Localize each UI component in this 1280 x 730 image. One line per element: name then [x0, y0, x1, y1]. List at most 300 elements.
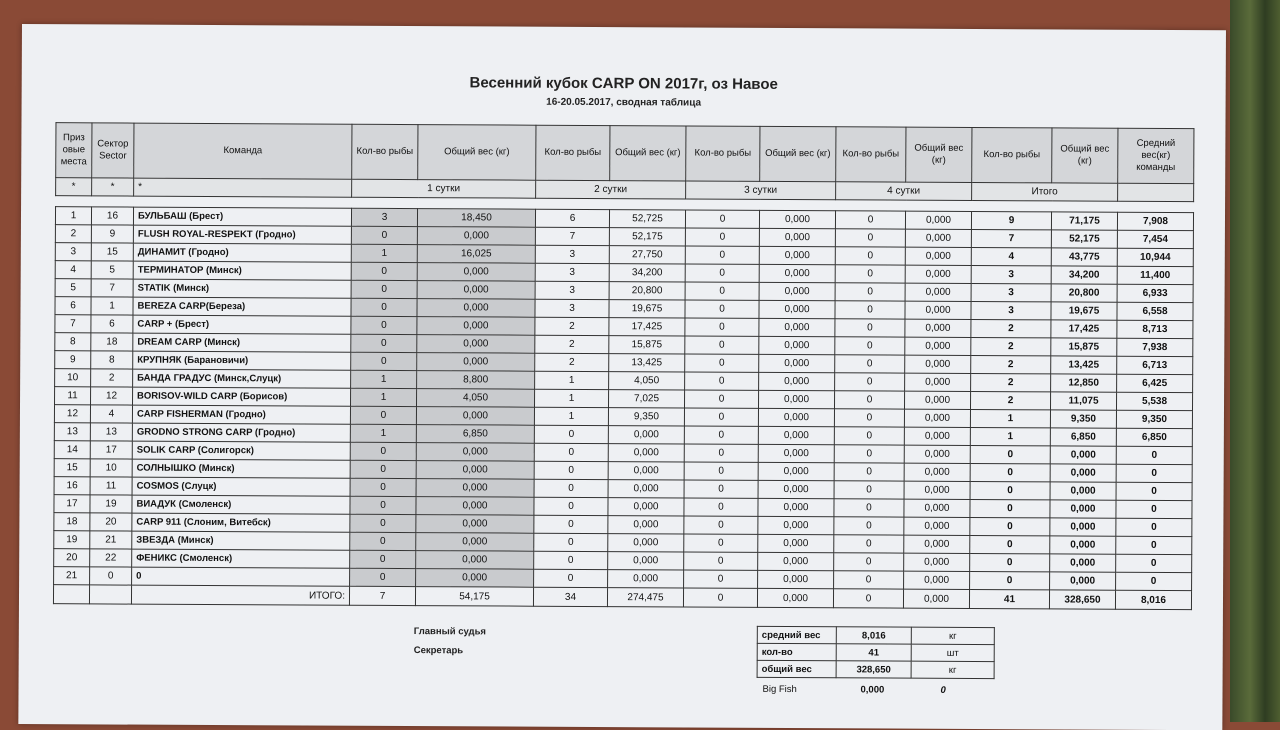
count-day3: 0 [685, 318, 759, 336]
count-day3: 0 [684, 534, 758, 552]
weight-day4: 0,000 [904, 553, 970, 571]
count-day2: 1 [535, 389, 609, 407]
empty-cell [53, 585, 89, 604]
results-table [53, 122, 1195, 610]
count-day4: 0 [835, 247, 905, 265]
count-day4: 0 [835, 211, 905, 229]
weight-total: 0,000 [1050, 518, 1116, 536]
place-cell: 12 [54, 405, 90, 423]
weight-day3: 0,000 [759, 282, 835, 300]
weight-day1: 0,000 [417, 227, 535, 246]
count-total: 0 [970, 571, 1050, 589]
weight-day3: 0,000 [759, 336, 835, 354]
total-weight: 328,650 [1049, 590, 1115, 609]
total-average: 8,016 [1115, 590, 1191, 609]
average-weight: 6,558 [1117, 302, 1193, 320]
header-place: Приз овые места [56, 123, 92, 178]
weight-day4: 0,000 [904, 391, 970, 409]
summary-unit: кг [911, 661, 994, 678]
total-weight-day2: 274,475 [607, 588, 683, 607]
count-day4: 0 [834, 409, 904, 427]
total-label: Итого [972, 182, 1118, 201]
weight-day2: 0,000 [608, 534, 684, 552]
day-2-label: 2 сутки [536, 180, 686, 199]
average-weight: 7,454 [1117, 230, 1193, 248]
count-day2: 0 [534, 425, 608, 443]
team-name: CARP 911 (Слоним, Витебск) [132, 513, 350, 532]
count-total: 2 [971, 355, 1051, 373]
count-day3: 0 [684, 498, 758, 516]
average-weight: 0 [1116, 500, 1192, 518]
header-count-day4: Кол-во рыбы [836, 127, 906, 182]
count-day1: 0 [350, 478, 416, 496]
weight-total: 0,000 [1050, 554, 1116, 572]
weight-day2: 20,800 [609, 282, 685, 300]
count-total: 9 [971, 211, 1051, 229]
count-day1: 0 [350, 406, 416, 424]
secretary-label: Секретарь [413, 645, 464, 657]
count-day3: 0 [684, 426, 758, 444]
weight-day1: 0,000 [417, 263, 535, 282]
count-day3: 0 [684, 480, 758, 498]
count-day1: 1 [350, 424, 416, 442]
count-day1: 0 [351, 226, 417, 244]
weight-day2: 15,875 [609, 336, 685, 354]
count-total: 4 [971, 247, 1051, 265]
weight-day2: 52,725 [609, 210, 685, 228]
place-cell: 16 [54, 477, 90, 495]
place-cell: 18 [54, 513, 90, 531]
day-1-label: 1 сутки [352, 179, 536, 198]
place-cell: 13 [54, 423, 90, 441]
count-total: 1 [970, 409, 1050, 427]
header-count-day1: Кол-во рыбы [352, 124, 418, 179]
count-day3: 0 [684, 570, 758, 588]
team-name: БУЛЬБАШ (Брест) [133, 207, 351, 226]
count-day1: 1 [351, 370, 417, 388]
weight-day2: 0,000 [608, 570, 684, 588]
count-day4: 0 [834, 535, 904, 553]
weight-day4: 0,000 [905, 211, 971, 229]
team-name: COSMOS (Слуцк) [132, 477, 350, 496]
sector-cell: 20 [90, 513, 132, 531]
place-cell: 10 [55, 369, 91, 387]
sector-cell: 2 [91, 369, 133, 387]
header-count-day3: Кол-во рыбы [686, 126, 760, 181]
summary-unit: шт [911, 644, 994, 661]
count-day4: 0 [835, 337, 905, 355]
weight-day3: 0,000 [759, 246, 835, 264]
count-day4: 0 [835, 301, 905, 319]
bigfish-label: Big Fish [762, 683, 797, 696]
weight-day2: 17,425 [609, 318, 685, 336]
weight-day4: 0,000 [905, 265, 971, 283]
count-total: 3 [971, 283, 1051, 301]
count-day2: 0 [534, 515, 608, 533]
weight-day1: 0,000 [417, 353, 535, 372]
weight-day4: 0,000 [905, 373, 971, 391]
count-day1: 0 [351, 352, 417, 370]
count-day4: 0 [834, 571, 904, 589]
weight-day4: 0,000 [905, 337, 971, 355]
weight-day1: 0,000 [417, 281, 535, 300]
weight-day3: 0,000 [758, 426, 834, 444]
weight-day4: 0,000 [904, 517, 970, 535]
count-day2: 0 [534, 461, 608, 479]
weight-total: 34,200 [1051, 266, 1117, 284]
count-day2: 0 [534, 551, 608, 569]
count-day4: 0 [834, 481, 904, 499]
sector-cell: 8 [91, 351, 133, 369]
place-cell: 19 [54, 531, 90, 549]
count-day4: 0 [834, 517, 904, 535]
weight-day1: 0,000 [416, 551, 534, 570]
team-name: ЗВЕЗДА (Минск) [132, 531, 350, 550]
summary-value: 8,016 [836, 627, 911, 644]
count-day2: 3 [535, 299, 609, 317]
total-weight-day3: 0,000 [757, 588, 833, 607]
weight-day4: 0,000 [905, 247, 971, 265]
count-day3: 0 [685, 246, 759, 264]
header-row [56, 123, 1194, 184]
place-cell: 3 [55, 243, 91, 261]
weight-day4: 0,000 [905, 355, 971, 373]
count-day2: 0 [534, 443, 608, 461]
weight-day2: 19,675 [609, 300, 685, 318]
count-day1: 0 [351, 262, 417, 280]
average-weight: 0 [1116, 518, 1192, 536]
weight-day2: 9,350 [608, 408, 684, 426]
count-day4: 0 [835, 319, 905, 337]
average-weight: 7,938 [1117, 338, 1193, 356]
day-3-label: 3 сутки [686, 181, 836, 200]
weight-day4: 0,000 [904, 445, 970, 463]
count-day3: 0 [685, 228, 759, 246]
weight-total: 6,850 [1050, 428, 1116, 446]
total-count-day4: 0 [833, 589, 903, 608]
count-day4: 0 [835, 229, 905, 247]
weight-total: 0,000 [1050, 572, 1116, 590]
star-marker: * [134, 178, 352, 197]
team-name: БАНДА ГРАДУС (Минск,Слуцк) [133, 369, 351, 388]
weight-day3: 0,000 [758, 570, 834, 588]
summary-label: общий вес [757, 660, 836, 677]
count-day3: 0 [685, 354, 759, 372]
weight-total: 0,000 [1050, 482, 1116, 500]
weight-total: 71,175 [1051, 212, 1117, 230]
count-total: 7 [971, 229, 1051, 247]
average-weight: 0 [1116, 446, 1192, 464]
chief-judge-label: Главный судья [413, 626, 487, 638]
count-day1: 0 [350, 442, 416, 460]
place-cell: 20 [54, 549, 90, 567]
weight-day3: 0,000 [759, 300, 835, 318]
weight-day1: 0,000 [417, 299, 535, 318]
weight-day2: 34,200 [609, 264, 685, 282]
weight-total: 0,000 [1050, 464, 1116, 482]
weight-day1: 0,000 [417, 317, 535, 336]
count-total: 0 [970, 445, 1050, 463]
count-day1: 1 [351, 244, 417, 262]
place-cell: 1 [55, 207, 91, 225]
weight-total: 13,425 [1051, 356, 1117, 374]
count-day2: 1 [534, 407, 608, 425]
weight-day1: 0,000 [416, 479, 534, 498]
place-cell: 21 [54, 567, 90, 585]
count-day4: 0 [834, 427, 904, 445]
count-total: 2 [971, 337, 1051, 355]
sector-cell: 4 [90, 405, 132, 423]
count-day3: 0 [685, 300, 759, 318]
weight-day4: 0,000 [904, 463, 970, 481]
weight-day3: 0,000 [759, 372, 835, 390]
empty-cell [1118, 183, 1194, 201]
count-day4: 0 [834, 391, 904, 409]
count-total: 3 [971, 301, 1051, 319]
place-cell: 9 [55, 351, 91, 369]
sector-cell: 7 [91, 279, 133, 297]
day-4-label: 4 сутки [836, 182, 972, 201]
count-day1: 0 [351, 334, 417, 352]
team-name: CARP FISHERMAN (Гродно) [132, 405, 350, 424]
count-day4: 0 [834, 445, 904, 463]
count-day1: 0 [350, 550, 416, 568]
bigfish-unit: 0 [940, 684, 946, 696]
place-cell: 11 [55, 387, 91, 405]
summary-row [757, 660, 994, 678]
weight-day2: 0,000 [608, 480, 684, 498]
count-day2: 2 [535, 353, 609, 371]
total-count-day1: 7 [349, 586, 415, 605]
summary-label: кол-во [757, 643, 836, 660]
sector-cell: 18 [91, 333, 133, 351]
weight-day3: 0,000 [758, 534, 834, 552]
team-name: ВИАДУК (Смоленск) [132, 495, 350, 514]
grass-background [1230, 0, 1280, 722]
count-day2: 0 [534, 497, 608, 515]
weight-day4: 0,000 [904, 409, 970, 427]
summary-row [757, 626, 994, 644]
sector-cell: 21 [90, 531, 132, 549]
weight-day3: 0,000 [759, 210, 835, 228]
summary-unit: кг [911, 627, 994, 644]
weight-day3: 0,000 [758, 552, 834, 570]
weight-day3: 0,000 [759, 228, 835, 246]
count-day2: 3 [535, 263, 609, 281]
weight-total: 0,000 [1050, 446, 1116, 464]
sector-cell: 5 [91, 261, 133, 279]
count-total: 0 [970, 553, 1050, 571]
count-day4: 0 [835, 373, 905, 391]
weight-day2: 7,025 [608, 390, 684, 408]
star-marker: * [92, 178, 134, 196]
average-weight: 0 [1116, 464, 1192, 482]
sector-cell: 9 [91, 225, 133, 243]
average-weight: 6,933 [1117, 284, 1193, 302]
weight-total: 43,775 [1051, 248, 1117, 266]
summary-row [757, 643, 994, 661]
sector-cell: 10 [90, 459, 132, 477]
header-weight-day3: Общий вес (кг) [760, 126, 836, 181]
weight-day3: 0,000 [758, 444, 834, 462]
header-average: Средний вес(кг) команды [1118, 128, 1194, 183]
weight-day2: 0,000 [608, 426, 684, 444]
weight-total: 20,800 [1051, 284, 1117, 302]
weight-day3: 0,000 [758, 498, 834, 516]
sector-cell: 13 [90, 423, 132, 441]
total-weight-day1: 54,175 [415, 587, 533, 607]
team-name: SOLIK CARP (Солигорск) [132, 441, 350, 460]
count-day3: 0 [685, 282, 759, 300]
place-cell: 6 [55, 297, 91, 315]
weight-total: 12,850 [1051, 374, 1117, 392]
average-weight: 6,850 [1116, 428, 1192, 446]
weight-day1: 4,050 [417, 389, 535, 408]
place-cell: 5 [55, 279, 91, 297]
weight-day2: 0,000 [608, 516, 684, 534]
weight-day1: 0,000 [416, 407, 534, 426]
count-day1: 0 [351, 280, 417, 298]
weight-day1: 0,000 [416, 533, 534, 552]
summary-value: 41 [836, 644, 911, 661]
count-day3: 0 [685, 336, 759, 354]
average-weight: 8,713 [1117, 320, 1193, 338]
average-weight: 0 [1116, 536, 1192, 554]
sector-cell: 16 [91, 207, 133, 225]
total-count-day3: 0 [683, 588, 757, 607]
average-weight: 0 [1116, 482, 1192, 500]
average-weight: 6,713 [1117, 356, 1193, 374]
weight-day2: 52,175 [609, 228, 685, 246]
weight-day2: 0,000 [608, 498, 684, 516]
count-total: 2 [971, 373, 1051, 391]
place-cell: 14 [54, 441, 90, 459]
weight-day1: 0,000 [416, 461, 534, 480]
weight-total: 52,175 [1051, 230, 1117, 248]
total-label: ИТОГО: [131, 585, 349, 605]
place-cell: 2 [55, 225, 91, 243]
count-day1: 1 [351, 388, 417, 406]
count-day3: 0 [684, 552, 758, 570]
count-day4: 0 [834, 463, 904, 481]
weight-day4: 0,000 [904, 481, 970, 499]
weight-day4: 0,000 [904, 499, 970, 517]
weight-day3: 0,000 [758, 390, 834, 408]
weight-day1: 6,850 [416, 425, 534, 444]
count-total: 0 [970, 499, 1050, 517]
count-day2: 1 [535, 371, 609, 389]
count-day3: 0 [685, 264, 759, 282]
count-total: 1 [970, 427, 1050, 445]
weight-day3: 0,000 [758, 480, 834, 498]
weight-day2: 4,050 [609, 372, 685, 390]
sector-cell: 1 [91, 297, 133, 315]
place-cell: 7 [55, 315, 91, 333]
count-day3: 0 [684, 408, 758, 426]
header-weight-day1: Общий вес (кг) [418, 125, 536, 181]
total-count-day2: 34 [533, 587, 607, 606]
weight-total: 11,075 [1050, 392, 1116, 410]
header-count-day2: Кол-во рыбы [536, 125, 610, 180]
team-name: DREAM CARP (Минск) [133, 333, 351, 352]
weight-day1: 18,450 [417, 209, 535, 228]
weight-total: 0,000 [1050, 500, 1116, 518]
weight-day4: 0,000 [904, 427, 970, 445]
weight-day1: 0,000 [416, 443, 534, 462]
weight-day1: 16,025 [417, 245, 535, 264]
count-total: 0 [970, 481, 1050, 499]
sector-cell: 19 [90, 495, 132, 513]
weight-day4: 0,000 [905, 229, 971, 247]
team-name: BEREZA CARP(Береза) [133, 297, 351, 316]
team-name: BORISOV-WILD CARP (Борисов) [133, 387, 351, 406]
header-count-total: Кол-во рыбы [972, 127, 1052, 182]
header-weight-total: Общий вес (кг) [1052, 128, 1118, 183]
weight-total: 9,350 [1050, 410, 1116, 428]
average-weight: 9,350 [1116, 410, 1192, 428]
header-team: Команда [134, 123, 352, 179]
average-weight: 0 [1116, 572, 1192, 590]
results-sheet [18, 24, 1226, 730]
count-day3: 0 [684, 462, 758, 480]
weight-total: 17,425 [1051, 320, 1117, 338]
average-weight: 7,908 [1117, 212, 1193, 230]
weight-day2: 13,425 [609, 354, 685, 372]
weight-day4: 0,000 [905, 319, 971, 337]
weight-day4: 0,000 [904, 571, 970, 589]
count-day3: 0 [684, 516, 758, 534]
place-cell: 17 [54, 495, 90, 513]
weight-total: 0,000 [1050, 536, 1116, 554]
empty-cell [89, 585, 131, 604]
count-day2: 0 [534, 533, 608, 551]
average-weight: 11,400 [1117, 266, 1193, 284]
count-day4: 0 [834, 553, 904, 571]
count-day1: 0 [350, 514, 416, 532]
star-marker: * [56, 178, 92, 196]
team-name: СОЛНЫШКО (Минск) [132, 459, 350, 478]
count-day2: 0 [534, 569, 608, 587]
sector-cell: 12 [91, 387, 133, 405]
header-sector: Сектор Sector [92, 123, 134, 178]
weight-day4: 0,000 [905, 301, 971, 319]
place-cell: 4 [55, 261, 91, 279]
summary-label: средний вес [757, 626, 836, 643]
weight-day1: 8,800 [417, 371, 535, 390]
average-weight: 0 [1116, 554, 1192, 572]
weight-day1: 0,000 [416, 569, 534, 588]
count-day3: 0 [685, 210, 759, 228]
weight-total: 19,675 [1051, 302, 1117, 320]
weight-day3: 0,000 [759, 354, 835, 372]
count-day1: 0 [351, 298, 417, 316]
weight-day2: 0,000 [608, 552, 684, 570]
total-count: 41 [969, 589, 1049, 608]
count-day2: 3 [535, 281, 609, 299]
average-weight: 6,425 [1117, 374, 1193, 392]
count-day3: 0 [684, 390, 758, 408]
header-weight-day2: Общий вес (кг) [610, 126, 686, 181]
team-name: ТЕРМИНАТОР (Минск) [133, 261, 351, 280]
count-total: 3 [971, 265, 1051, 283]
count-day2: 7 [535, 227, 609, 245]
count-day4: 0 [835, 265, 905, 283]
count-day1: 0 [351, 316, 417, 334]
weight-day3: 0,000 [758, 462, 834, 480]
weight-day4: 0,000 [905, 283, 971, 301]
sector-cell: 22 [90, 549, 132, 567]
average-weight: 5,538 [1116, 392, 1192, 410]
